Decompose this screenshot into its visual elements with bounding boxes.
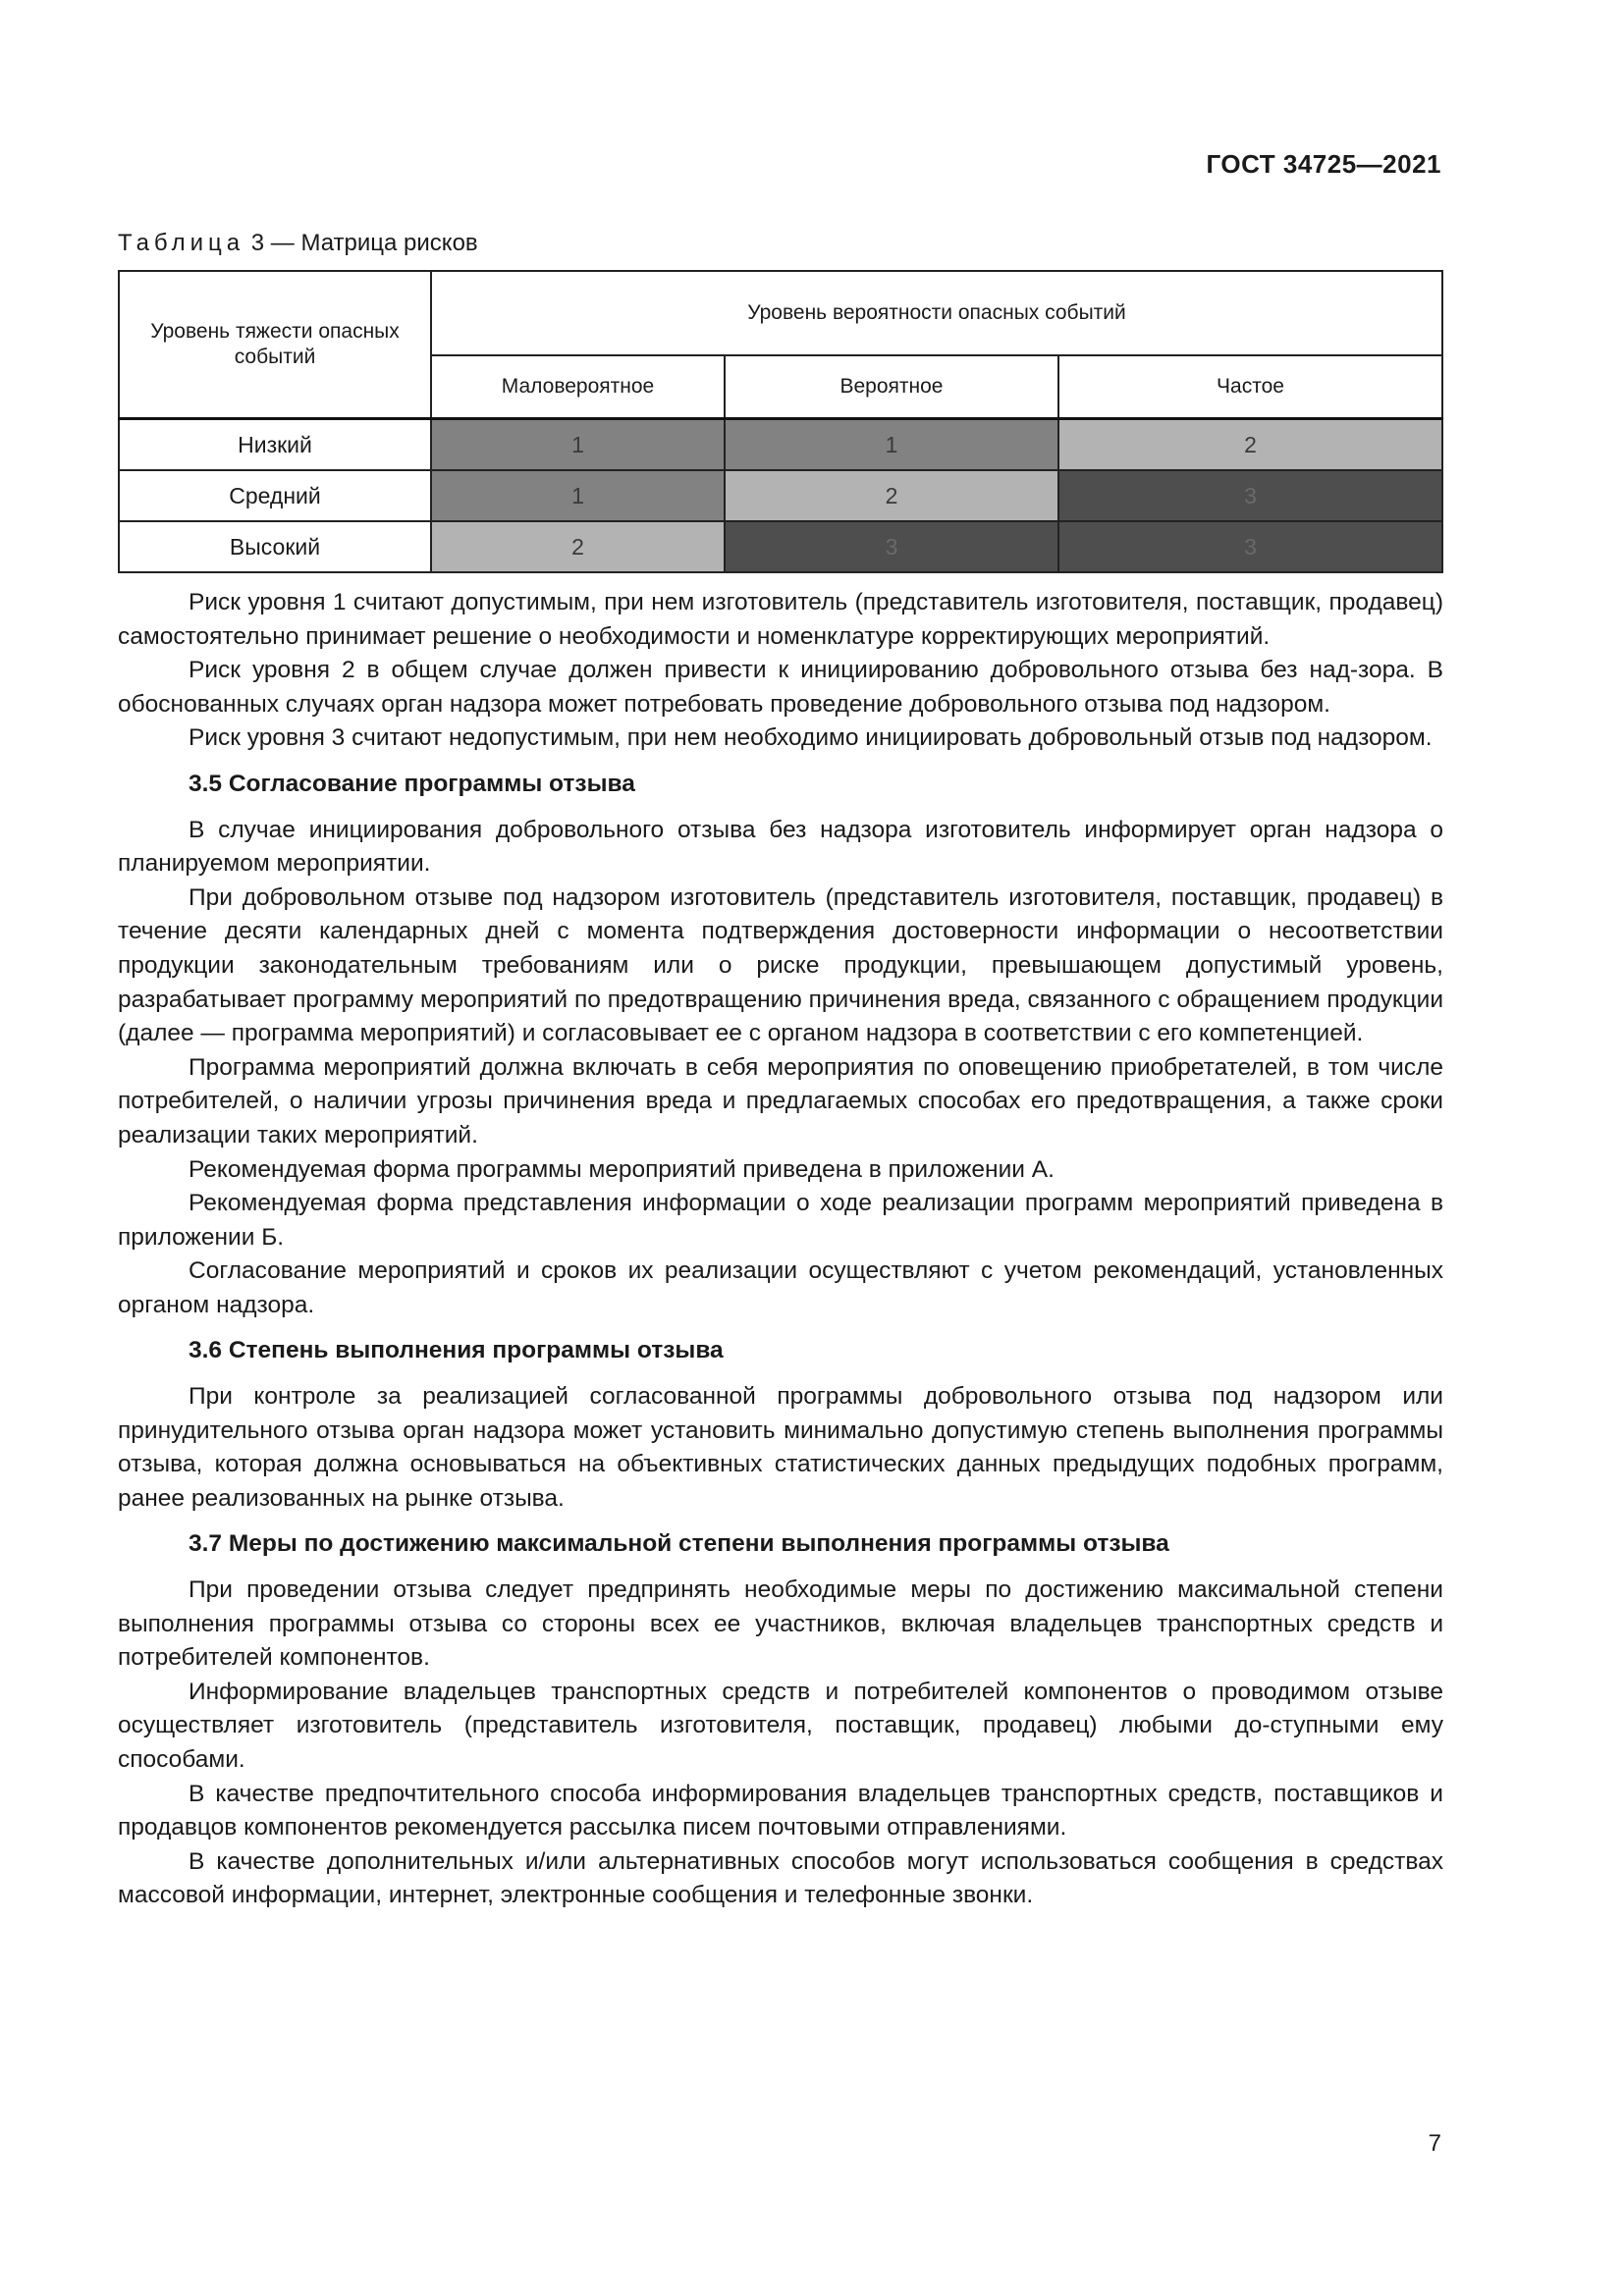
risk-matrix-table [118, 270, 1443, 573]
table-caption [118, 230, 478, 257]
table-caption-title: 3 — Матрица рисков [250, 230, 478, 256]
risk-cell: 1 [725, 419, 1058, 471]
paragraph: Рекомендуемая форма представления информации о ходе реализации программ мероприятий приведена в приложении Б. [118, 1190, 1443, 1251]
risk-cell: 2 [431, 521, 725, 572]
row-label: Высокий [119, 521, 431, 572]
paragraph: Риск уровня 2 в общем случае должен привести к инициированию добровольного отзыва без над-зора. В обоснованных случаях орган надзора может потребовать проведение добровольного отзыва под надзором. [118, 657, 1443, 718]
column-header: Маловероятное [431, 355, 725, 419]
paragraph: При контроле за реализацией согласованной программы добровольного отзыва под надзором или принудительного отзыва орган надзора может установить минимально допустимую степень выполнения программы отзыва, которая должна основываться на объективных статистических данных предыдущих подобных программ, ранее реализованных на рынке отзыва. [118, 1383, 1443, 1512]
paragraph: Программа мероприятий должна включать в себя мероприятия по оповещению приобретателей, в том числе потребителей, о наличии угрозы причинения вреда и предлагаемых способах его предотвращения, а также сроки реализации таких мероприятий. [118, 1053, 1443, 1148]
body-text [118, 586, 1443, 1913]
row-label: Низкий [119, 419, 431, 471]
risk-cell: 3 [725, 521, 1058, 572]
paragraph: В качестве предпочтительного способа информирования владельцев транспортных средств, поставщиков и продавцов компонентов рекомендуется рассылка писем почтовыми отправлениями. [118, 1780, 1443, 1842]
paragraph: При добровольном отзыве под надзором изготовитель (представитель изготовителя, поставщик, продавец) в течение десяти календарных дней с момента подтверждения достоверности информации о несоответствии продукции законодательным требованиям или о риске продукции, превышающем допустимый уровень, разрабатывает программу мероприятий по предотвращению причинения вреда, связанного с обращением продукции (далее — программа мероприятий) и согласовывает ее с органом надзора в соответствии с его компетенцией. [118, 883, 1443, 1047]
severity-header: Уровень тяжести опасных событий [119, 271, 431, 419]
risk-cell: 1 [431, 419, 725, 471]
paragraph: Рекомендуемая форма программы мероприятий приведена в приложении А. [189, 1155, 1055, 1183]
table-row [119, 521, 1442, 572]
table-row [119, 470, 1442, 521]
row-label: Средний [119, 470, 431, 521]
risk-cell: 2 [1058, 419, 1442, 471]
section-heading-3-5: 3.5 Согласование программы отзыва [189, 770, 635, 797]
risk-cell: 1 [431, 470, 725, 521]
paragraph: В случае инициирования добровольного отзыва без надзора изготовитель информирует орган надзора о планируемом мероприятии. [118, 816, 1443, 878]
column-header: Вероятное [725, 355, 1058, 419]
paragraph: Риск уровня 3 считают недопустимым, при нем необходимо инициировать добровольный отзыв под надзором. [189, 724, 1433, 752]
risk-cell: 3 [1058, 470, 1442, 521]
section-heading-3-6: 3.6 Степень выполнения программы отзыва [189, 1337, 724, 1364]
probability-header: Уровень вероятности опасных событий [431, 271, 1442, 355]
paragraph: Риск уровня 1 считают допустимым, при нем изготовитель (представитель изготовителя, поставщик, продавец) самостоятельно принимает решение о необходимости и номенклатуре корректирующих мероприятий. [118, 589, 1443, 650]
paragraph: Согласование мероприятий и сроков их реализации осуществляют с учетом рекомендаций, установленных органом надзора. [118, 1257, 1443, 1318]
paragraph: При проведении отзыва следует предпринять необходимые меры по достижению максимальной степени выполнения программы отзыва со стороны всех ее участников, включая владельцев транспортных средств и потребителей компонентов. [118, 1576, 1443, 1672]
section-heading-3-7: 3.7 Меры по достижению максимальной степени выполнения программы отзыва [189, 1530, 1169, 1558]
standard-number: ГОСТ 34725—2021 [1206, 149, 1441, 179]
column-header: Частое [1058, 355, 1442, 419]
page-number: 7 [1428, 2130, 1441, 2157]
table-caption-prefix: Таблица [118, 230, 245, 256]
paragraph: В качестве дополнительных и/или альтернативных способов могут использоваться сообщения в средствах массовой информации, интернет, электронные сообщения и телефонные звонки. [118, 1847, 1443, 1909]
risk-cell: 3 [1058, 521, 1442, 572]
table-row [119, 419, 1442, 471]
risk-cell: 2 [725, 470, 1058, 521]
paragraph: Информирование владельцев транспортных средств и потребителей компонентов о проводимом отзыве осуществляет изготовитель (представитель изготовителя, поставщик, продавец) любыми до-ступными ему способами. [118, 1678, 1443, 1773]
